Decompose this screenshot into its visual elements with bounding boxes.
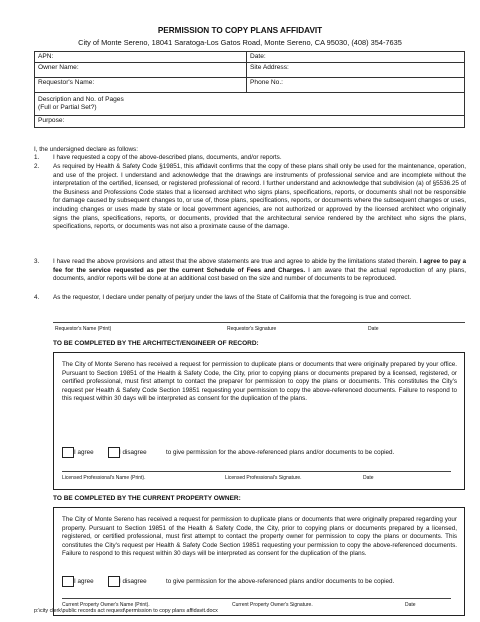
file-path-footer: p:\city clerk\public records act request\permission to copy plans affidavit.docx — [34, 608, 218, 614]
city-address: City of Monte Sereno, 18041 Saratoga-Los Gatos Road, Monte Sereno, CA 95030, (408) 354-7635 — [78, 38, 402, 47]
declaration-intro: I, the undersigned declare as follows: — [34, 146, 138, 153]
requestor-date-label: Date — [368, 326, 379, 332]
item-1-text: I have requested a copy of the above-described plans, documents, and/or reports. — [53, 154, 282, 161]
item-1-number: 1. — [34, 154, 40, 161]
document-title: PERMISSION TO COPY PLANS AFFIDAVIT — [157, 26, 323, 35]
owner-request-text: The City of Monte Sereno has received a request for permission to duplicate plans or documents that were originally prepared regarding your property. Pursuant to Section 19851 of the Health & Safety Code, the City, prior to copying plans or documents prepared by a licensed, registered, or certified professional, must first attempt to contact the property owner for permission to copy the plans or documents. This constitutes the City's request per Health & Safety Code Section 19851 requesting your permission to copy the above-referenced documents. Failure to respond to this request within 30 days will be interpreted as consent for the duplication of the plans. — [62, 516, 457, 558]
architect-section-heading: TO BE COMPLETED BY THE ARCHITECT/ENGINEER OF RECORD: — [53, 340, 259, 347]
owner-signature-label: Current Property Owner's Signature. — [232, 602, 313, 608]
requestor-signature-label: Requestor's Signature — [227, 326, 277, 332]
architect-agree-checkbox[interactable] — [62, 447, 74, 458]
item-3-text: I have read the above provisions and attest that the above statements are true and agree to abide by the limitations stated therein. I agree to pay a fee for the service requested as per the current Schedule of Fees and Charges. I am aware that the actual reproduction of any plans, documents, and/or reports will be done at an additional cost based on the size and number of documents to be reproduced. — [53, 258, 466, 283]
architect-agree-label: I agree — [74, 449, 94, 456]
item-2-number: 2. — [34, 163, 40, 170]
architect-disagree-label: I disagree — [119, 449, 147, 456]
item-2-text: As required by Health & Safety Code §19851, this affidavit confirms that the copy of these plans shall only be used for the maintenance, operation, and use of the project. I understand and acknowledge that the drawings are instruments of professional service and are incomplete without the interpretation of the certified, licensed, or registered professional of record. I further understand and acknowledge that subdivision (a) of §5536.25 of the Business and Professions Code states that a licensed architect who signs plans, specifications, reports, or documents shall not be responsible for damage caused by subsequent changes to, or use of, those plans, specifications, reports, or documents where the subsequent changes or uses, including changes or uses made by state or local government agencies, are not authorized or approved by the licensed architect who originally signs the plans, specifications, reports, or documents, provided that the architectural service rendered by the architect who signs the plans, specifications, reports, or documents was not also a proximate cause of the damage. — [53, 163, 466, 231]
purpose-field[interactable]: Purpose: — [35, 116, 465, 128]
requestor-signature-line[interactable] — [53, 322, 465, 323]
architect-name-label: Licensed Professional's Name (Print). — [62, 475, 146, 481]
date-field[interactable]: Date: — [247, 52, 465, 63]
owner-name-label: Current Property Owner's Name (Print). — [62, 602, 150, 608]
architect-date-label: Date — [363, 475, 374, 481]
architect-signature-label: Licensed Professional's Signature. — [225, 475, 302, 481]
owner-section-heading: TO BE COMPLETED BY THE CURRENT PROPERTY OWNER: — [53, 495, 241, 502]
apn-field[interactable]: APN: — [35, 52, 247, 63]
owner-agree-label: I agree — [74, 578, 94, 585]
requestor-name-label: Requestor's Name (Print) — [55, 326, 112, 332]
owner-signature-line[interactable] — [62, 598, 451, 599]
architect-consent-text: to give permission for the above-referenced plans and/or documents to be copied. — [166, 449, 395, 456]
site-address-field[interactable]: Site Address: — [247, 63, 465, 78]
owner-date-label: Date — [405, 602, 416, 608]
phone-field[interactable]: Phone No.: — [247, 78, 465, 93]
item-3-number: 3. — [34, 258, 40, 265]
architect-request-text: The City of Monte Sereno has received a request for permission to duplicate plans or documents that were originally prepared by your office. Pursuant to Section 19851 of the Health & Safety Code, the City, prior to copying plans or documents prepared by a licensed, registered, or certified professional, must first attempt to contact the preparer for permission to copy the plans or documents. This constitutes the City's request per Health & Safety Code Section 19851 requesting your permission to copy the above-referenced documents. Failure to respond to this request within 30 days will be interpreted as consent for the duplication of the plans. — [62, 361, 457, 403]
request-info-table — [34, 51, 465, 128]
architect-signature-line[interactable] — [62, 471, 451, 472]
requestor-name-field[interactable]: Requestor's Name: — [35, 78, 247, 93]
owner-name-field[interactable]: Owner Name: — [35, 63, 247, 78]
item-4-text: As the requestor, I declare under penalty of perjury under the laws of the State of California that the foregoing is true and correct. — [53, 294, 412, 301]
owner-agree-checkbox[interactable] — [62, 576, 74, 587]
description-field[interactable]: Description and No. of Pages (Full or Partial Set?) — [35, 93, 465, 116]
owner-consent-text: to give permission for the above-referenced plans and/or documents to be copied. — [166, 578, 395, 585]
owner-disagree-label: I disagree — [119, 578, 147, 585]
item-4-number: 4. — [34, 294, 40, 301]
